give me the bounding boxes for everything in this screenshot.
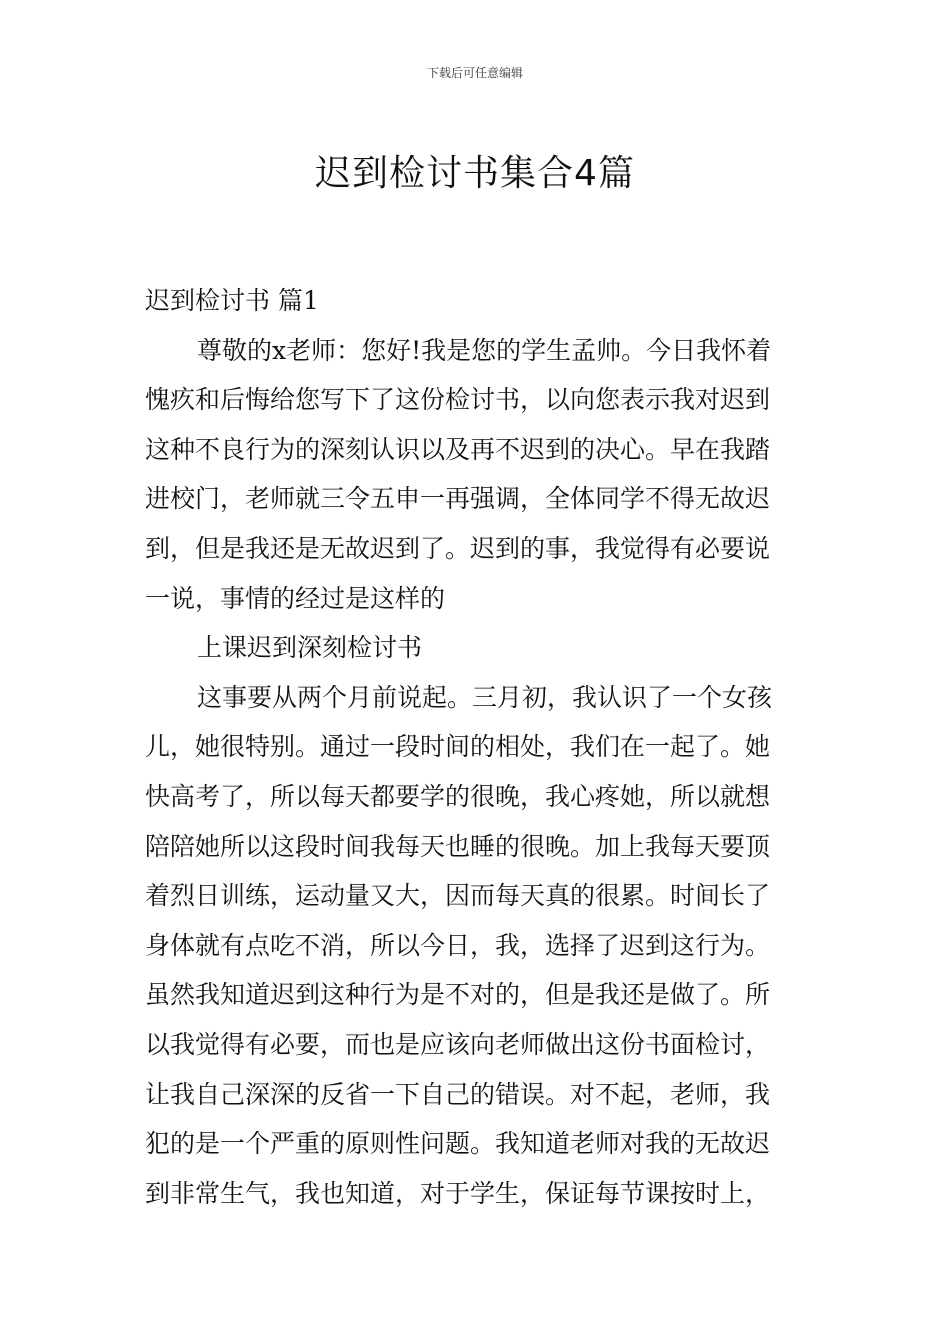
- text-line: 一说，事情的经过是这样的: [145, 583, 446, 613]
- text-line: 以我觉得有必要，而也是应该向老师做出这份书面检讨，: [145, 1029, 771, 1059]
- text-line: 身体就有点吃不消，所以今日，我，选择了迟到这行为。: [145, 930, 771, 960]
- paragraph-lines: [145, 326, 807, 1219]
- header-note: 下载后可任意编辑: [426, 66, 523, 80]
- text-line: 犯的是一个严重的原则性问题。我知道老师对我的无故迟: [145, 1129, 771, 1159]
- text-line: 着烈日训练，运动量又大，因而每天真的很累。时间长了: [145, 881, 771, 911]
- text-line: 虽然我知道迟到这种行为是不对的，但是我还是做了。所: [145, 980, 771, 1010]
- text-line: 到非常生气，我也知道，对于学生，保证每节课按时上，: [145, 1178, 771, 1208]
- text-line: 这种不良行为的深刻认识以及再不迟到的决心。早在我踏: [145, 434, 771, 464]
- text-line: 上课迟到深刻检讨书: [197, 633, 423, 663]
- text-line: 快高考了，所以每天都要学的很晚，我心疼她，所以就想: [145, 781, 771, 811]
- text-line: 愧疚和后悔给您写下了这份检讨书，以向您表示我对迟到: [145, 385, 771, 415]
- section-heading: 迟到检讨书 篇1: [145, 286, 319, 315]
- document-title: 迟到检讨书集合4篇: [315, 153, 635, 195]
- text-line: 让我自己深深的反省一下自己的错误。对不起，老师，我: [145, 1079, 771, 1109]
- text-line: 儿，她很特别。通过一段时间的相处，我们在一起了。她: [145, 732, 771, 762]
- text-line: 尊敬的x老师：您好!我是您的学生孟帅。今日我怀着: [197, 335, 772, 365]
- text-line: 陪陪她所以这段时间我每天也睡的很晚。加上我每天要顶: [145, 831, 771, 861]
- text-line: 进校门，老师就三令五申一再强调，全体同学不得无故迟: [145, 484, 771, 514]
- text-line: 这事要从两个月前说起。三月初，我认识了一个女孩: [197, 682, 773, 712]
- text-line: 到，但是我还是无故迟到了。迟到的事，我觉得有必要说: [145, 533, 771, 563]
- document-body: [145, 276, 807, 1218]
